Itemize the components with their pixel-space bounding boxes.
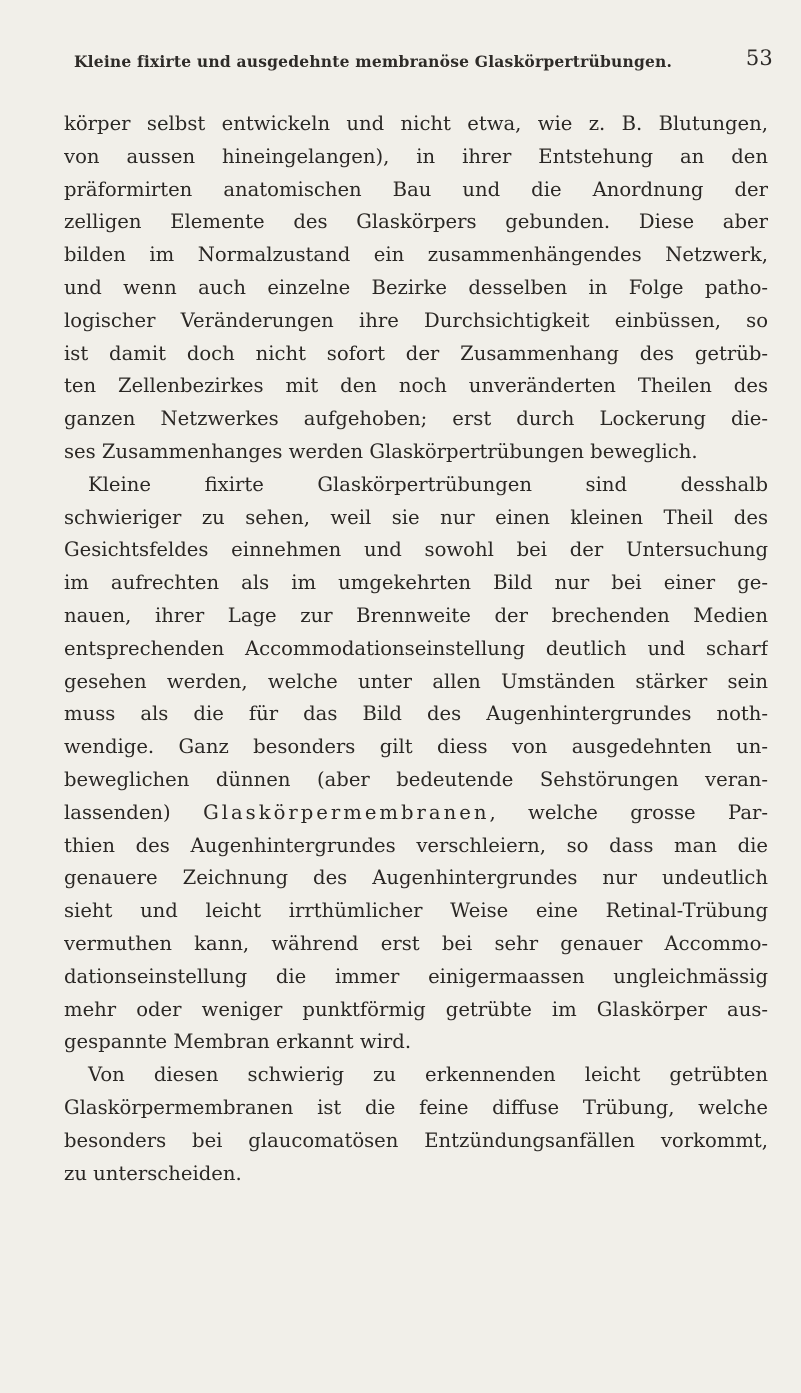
text-line: vermuthen kann, während erst bei sehr genauer Accommo- [64, 931, 768, 955]
text-line: präformirten anatomischen Bau und die Anordnung der [64, 177, 768, 201]
text-line: ses Zusammenhanges werden Glaskörpertrübungen beweglich. [64, 439, 698, 463]
text-line: thien des Augenhintergrundes verschleiern, so dass man die [64, 833, 768, 857]
page-number: 53 [745, 46, 773, 70]
text-line: sieht und leicht irrthümlicher Weise eine Retinal-Trübung [64, 899, 768, 923]
text-line [64, 797, 768, 830]
text-line: gesehen werden, welche unter allen Umständen stärker sein [64, 669, 768, 693]
text-line: ist damit doch nicht sofort der Zusammenhang des getrüb- [64, 341, 768, 365]
text-line: entsprechenden Accommodationseinstellung deutlich und scharf [64, 636, 768, 660]
text-line: ten Zellenbezirkes mit den noch unveränderten Theilen des [64, 374, 768, 398]
text-line: körper selbst entwickeln und nicht etwa, wie z. B. Blutungen, [64, 112, 768, 135]
text-line: mehr oder weniger punktförmig getrübte im Glaskörper aus- [64, 997, 768, 1021]
emphasized-term: Glaskörpermembranen [203, 800, 490, 824]
text-line: Kleine fixirte Glaskörpertrübungen sind desshalb [88, 472, 768, 496]
text-line: und wenn auch einzelne Bezirke desselben in Folge patho- [64, 275, 768, 299]
text-line: Von diesen schwierig zu erkennenden leicht getrübten [88, 1063, 768, 1087]
text-line: genauere Zeichnung des Augenhintergrundes nur undeutlich [64, 866, 768, 890]
text-line: bilden im Normalzustand ein zusammenhängendes Netzwerk, [64, 243, 768, 267]
text-line: muss als die für das Bild des Augenhintergrundes noth- [64, 702, 768, 726]
text-line: im aufrechten als im umgekehrten Bild nur bei einer ge- [64, 571, 768, 595]
text-line: dationseinstellung die immer einigermaassen ungleichmässig [64, 964, 768, 988]
running-head-title: Kleine fixirte und ausgedehnte membranöse Glaskörpertrübungen. [74, 52, 673, 71]
body-text [64, 108, 768, 1190]
text-line: zu unterscheiden. [64, 1161, 242, 1185]
text-line: schwieriger zu sehen, weil sie nur einen kleinen Theil des [64, 505, 768, 529]
text-segment: lassenden) [64, 800, 171, 824]
text-line: nauen, ihrer Lage zur Brennweite der brechenden Medien [64, 603, 768, 627]
text-line: gespannte Membran erkannt wird. [64, 1030, 412, 1054]
running-head [64, 46, 773, 86]
text-line: Gesichtsfeldes einnehmen und sowohl bei der Untersuchung [64, 538, 768, 562]
text-segment: , welche grosse Par- [489, 800, 768, 824]
text-line: von aussen hineingelangen), in ihrer Entstehung an den [64, 144, 768, 168]
text-line: beweglichen dünnen (aber bedeutende Sehstörungen veran- [64, 767, 768, 791]
text-line: wendige. Ganz besonders gilt diess von ausgedehnten un- [64, 735, 768, 759]
text-line: zelligen Elemente des Glaskörpers gebunden. Diese aber [64, 210, 768, 234]
text-line: Glaskörpermembranen ist die feine diffuse Trübung, welche [64, 1095, 768, 1119]
text-line: logischer Veränderungen ihre Durchsichtigkeit einbüssen, so [64, 308, 768, 332]
text-line: ganzen Netzwerkes aufgehoben; erst durch Lockerung die- [64, 407, 768, 431]
text-line: besonders bei glaucomatösen Entzündungsanfällen vorkommt, [64, 1128, 768, 1152]
